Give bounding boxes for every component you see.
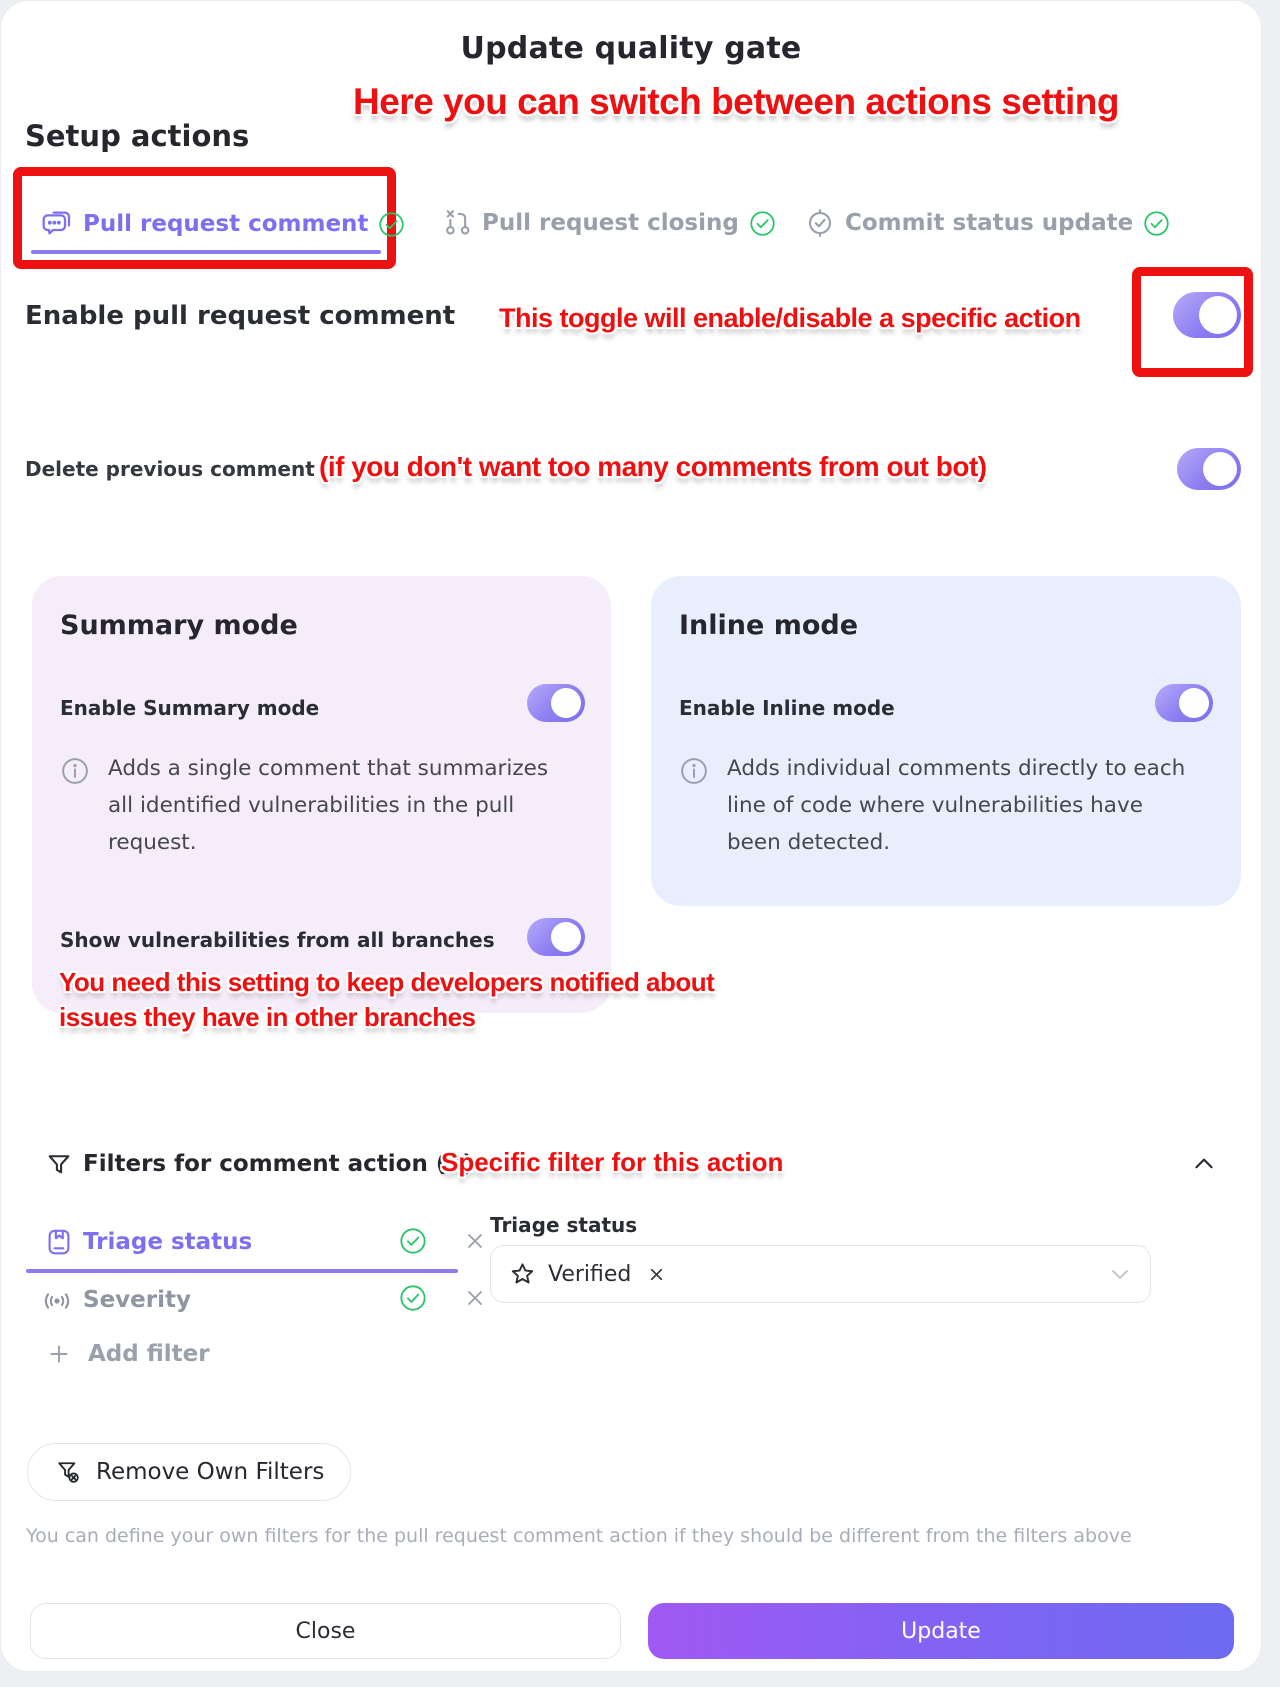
enable-inline-mode-label: Enable Inline mode bbox=[679, 696, 895, 720]
annotation-specific-filter: Specific filter for this action bbox=[441, 1147, 784, 1177]
annotation-branches-line1: You need this setting to keep developers notified about bbox=[59, 967, 715, 997]
pull-request-closed-icon bbox=[442, 208, 472, 238]
active-filter-underline bbox=[26, 1269, 458, 1273]
toggle-knob bbox=[1199, 296, 1237, 334]
plus-icon bbox=[46, 1341, 72, 1367]
active-tab-underline bbox=[31, 250, 381, 254]
check-circle-icon bbox=[399, 1284, 427, 1312]
star-icon bbox=[509, 1261, 536, 1288]
triage-status-icon bbox=[44, 1227, 74, 1257]
inline-mode-card bbox=[651, 576, 1241, 906]
tab-pull-request-comment[interactable] bbox=[41, 208, 405, 240]
triage-status-select[interactable] bbox=[490, 1245, 1151, 1303]
tab-commit-status-update[interactable] bbox=[805, 208, 1170, 238]
remove-own-filters-button[interactable] bbox=[27, 1443, 351, 1501]
check-circle-icon bbox=[399, 1227, 427, 1255]
enable-summary-mode-label: Enable Summary mode bbox=[60, 696, 320, 720]
summary-mode-card bbox=[32, 576, 611, 1013]
toggle-knob bbox=[1179, 688, 1209, 718]
summary-mode-description: Adds a single comment that summarizes all identified vulnerabilities in the pull request. bbox=[108, 756, 549, 855]
inline-mode-description: Adds individual comments directly to each line of code where vulnerabilities have been detected. bbox=[727, 756, 1186, 855]
check-circle-icon bbox=[1143, 210, 1170, 237]
page-title: Update quality gate bbox=[460, 31, 802, 66]
show-vulnerabilities-toggle[interactable] bbox=[527, 918, 585, 956]
tab-label: Commit status update bbox=[845, 210, 1134, 236]
remove-filter-icon[interactable] bbox=[463, 1286, 487, 1310]
enable-pr-comment-label: Enable pull request comment bbox=[25, 301, 456, 331]
toggle-knob bbox=[551, 688, 581, 718]
remove-own-filters-label: Remove Own Filters bbox=[96, 1459, 325, 1485]
chevron-down-icon[interactable] bbox=[1108, 1262, 1132, 1286]
info-icon bbox=[60, 756, 90, 786]
annotation-switch-actions: Here you can switch between actions setting bbox=[353, 81, 1119, 122]
show-vulnerabilities-label: Show vulnerabilities from all branches bbox=[60, 928, 495, 952]
triage-status-field-label: Triage status bbox=[490, 1213, 638, 1237]
toggle-knob bbox=[551, 922, 581, 952]
tab-label: Pull request closing bbox=[482, 210, 739, 236]
annotation-toggle-action: This toggle will enable/disable a specific action bbox=[499, 303, 1081, 333]
check-circle-icon bbox=[749, 210, 776, 237]
delete-previous-comment-toggle[interactable] bbox=[1177, 448, 1241, 490]
funnel-x-icon bbox=[54, 1458, 82, 1486]
check-circle-icon bbox=[378, 211, 405, 238]
annotation-branches-line2: issues they have in other branches bbox=[59, 1002, 476, 1032]
remove-filter-icon[interactable] bbox=[463, 1229, 487, 1253]
update-button[interactable]: Update bbox=[648, 1603, 1234, 1659]
filter-item-severity[interactable]: Severity bbox=[83, 1287, 191, 1313]
setup-actions-heading: Setup actions bbox=[25, 119, 250, 153]
enable-summary-mode-toggle[interactable] bbox=[527, 684, 585, 722]
footer-note: You can define your own filters for the pull request comment action if they should be different from the filters above bbox=[26, 1525, 1132, 1547]
inline-mode-title: Inline mode bbox=[679, 610, 859, 641]
chevron-up-icon[interactable] bbox=[1191, 1151, 1217, 1177]
funnel-icon bbox=[45, 1151, 73, 1179]
enable-inline-mode-toggle[interactable] bbox=[1155, 684, 1213, 722]
summary-mode-title: Summary mode bbox=[60, 610, 298, 641]
close-button[interactable]: Close bbox=[30, 1603, 621, 1659]
enable-pr-comment-toggle[interactable] bbox=[1173, 292, 1241, 338]
toggle-knob bbox=[1203, 452, 1237, 486]
add-filter-button[interactable] bbox=[46, 1341, 210, 1367]
selected-value-label: Verified bbox=[548, 1261, 632, 1287]
commit-status-icon bbox=[805, 208, 835, 238]
remove-value-icon[interactable] bbox=[647, 1265, 666, 1284]
delete-previous-comment-label: Delete previous comment bbox=[25, 457, 315, 481]
filters-heading: Filters for comment action (2) bbox=[83, 1151, 473, 1177]
tab-label: Pull request comment bbox=[83, 211, 369, 237]
filter-item-triage-status[interactable]: Triage status bbox=[83, 1229, 253, 1255]
info-icon bbox=[679, 756, 709, 786]
annotation-delete-comment: (if you don't want too many comments from out bot) bbox=[319, 451, 987, 482]
severity-icon bbox=[41, 1285, 73, 1317]
comment-icon bbox=[41, 208, 73, 240]
add-filter-label: Add filter bbox=[88, 1341, 210, 1367]
tab-pull-request-closing[interactable] bbox=[442, 208, 776, 238]
